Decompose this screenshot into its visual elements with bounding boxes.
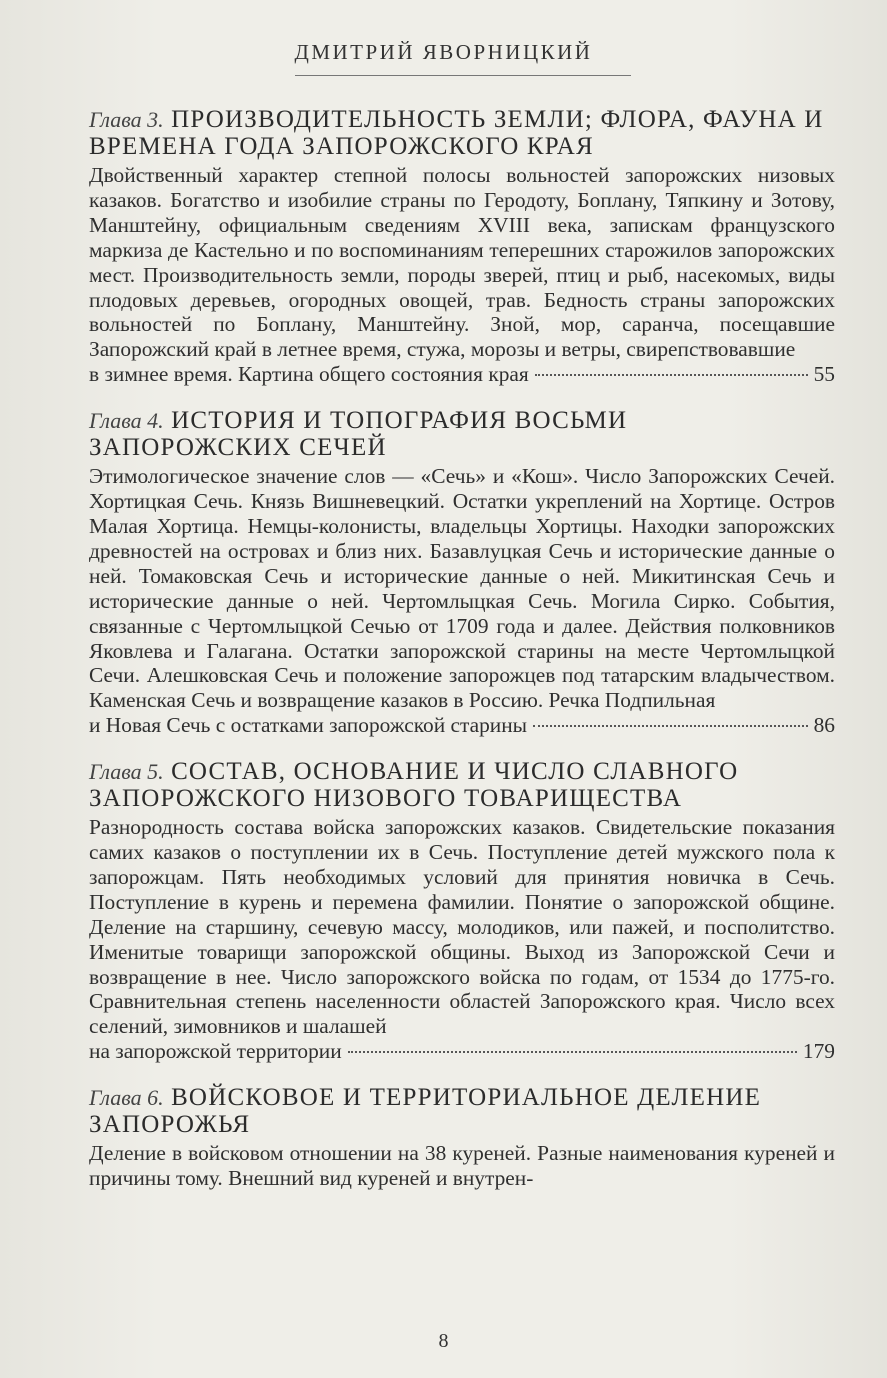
- chapter-summary-end: на запорожской территории: [89, 1039, 342, 1064]
- chapter-summary-end: в зимнее время. Картина общего состояния края: [89, 362, 529, 387]
- chapter-label: Глава 5.: [89, 759, 164, 785]
- chapter-summary: Этимологическое значение слов — «Сечь» и «Кош». Число Запорожских Сечей. Хортицкая Сечь. Князь Вишневецкий. Остатки укреплений на Хортице. Остров Малая Хортица. Немцы-колонисты, владельцы Хортицы. Находки запорожских древностей на островах и близ них. Базавлуцкая Сечь и исторические данные о ней. Томаковская Сечь и исторические данные о ней. Микитинская Сечь и исторические данные о ней. Чертомлыцкая Сечь. Могила Сирко. События, связанные с Чертомлыцкой Сечью от 1709 года и далее. Действия полковников Яковлева и Галагана. Остатки запорожской старины на месте Чертомлыцкой Сечи. Алешковская Сечь и положение запорожцев под татарским владычеством. Каменская Сечь и возвращение казаков в Россию. Речка Подпильная: [89, 464, 835, 713]
- chapter-summary: Двойственный характер степной полосы вольностей запорожских низовых казаков. Богатство и изобилие страны по Геродоту, Боплану, Тяпкину и Зотову, Манштейну, официальным сведениям XVIII века, запискам французского маркиза де Кастельно и по воспоминаниям теперешних старожилов запорожских мест. Производительность земли, породы зверей, птиц и рыб, насекомых, виды плодовых деревьев, огородных овощей, трав. Бедность страны запорожских вольностей по Боплану, Манштейну. Зной, мор, саранча, посещавшие Запорожский край в летнее время, стужа, морозы и ветры, свирепствовавшие: [89, 163, 835, 362]
- toc-entry-chapter-6: [89, 1084, 835, 1191]
- chapter-summary: Деление в войсковом отношении на 38 куреней. Разные наименования куреней и причины тому. Внешний вид куреней и внутрен-: [89, 1141, 835, 1191]
- chapter-label: Глава 4.: [89, 408, 164, 434]
- chapter-title: ПРОИЗВОДИТЕЛЬНОСТЬ ЗЕМЛИ; ФЛОРА, ФАУНА И ВРЕМЕНА ГОДА ЗАПОРОЖСКОГО КРАЯ: [89, 106, 824, 160]
- chapter-title: ИСТОРИЯ И ТОПОГРАФИЯ ВОСЬМИ ЗАПОРОЖСКИХ СЕЧЕЙ: [89, 407, 628, 462]
- chapter-leader-line: [89, 713, 835, 738]
- dot-leader: [535, 374, 808, 376]
- chapter-heading: [89, 106, 835, 160]
- page-folio: 8: [438, 1330, 449, 1352]
- chapter-title: СОСТАВ, ОСНОВАНИЕ И ЧИСЛО СЛАВНОГО ЗАПОРОЖСКОГО НИЗОВОГО ТОВАРИЩЕСТВА: [89, 758, 739, 813]
- running-head: ДМИТРИЙ ЯВОРНИЦКИЙ: [294, 40, 593, 64]
- table-of-contents: [89, 106, 835, 1211]
- chapter-summary: Разнородность состава войска запорожских казаков. Свидетельские показания самих казаков о поступлении их в Сечь. Поступление детей мужского пола к запорожцам. Пять необходимых условий для принятия новичка в Сечь. Поступление в курень и перемена фамилии. Понятие о запорожской общине. Деление на старшину, сечевую массу, молодиков, или пажей, и посполитство. Именитые товарищи запорожской общины. Выход из Запорожской Сечи и возвращение в нее. Число запорожского войска по годам, от 1534 до 1775-го. Сравнительная степень населенности областей Запорожского края. Число всех селений, зимовников и шалашей: [89, 815, 835, 1039]
- dot-leader: [348, 1051, 797, 1053]
- running-head-rule: [295, 75, 631, 76]
- chapter-summary-end: и Новая Сечь с остатками запорожской старины: [89, 713, 528, 738]
- chapter-heading: [89, 407, 835, 461]
- toc-entry-chapter-3: [89, 106, 835, 387]
- dot-leader: [533, 725, 808, 727]
- toc-entry-chapter-5: [89, 758, 835, 1064]
- page-number: 179: [802, 1039, 835, 1064]
- chapter-label: Глава 6.: [89, 1085, 164, 1111]
- chapter-leader-line: [89, 362, 835, 387]
- page-number: 55: [813, 362, 835, 387]
- chapter-heading: [89, 1084, 835, 1138]
- chapter-heading: [89, 758, 835, 812]
- toc-entry-chapter-4: [89, 407, 835, 738]
- chapter-leader-line: [89, 1039, 835, 1064]
- page-number: 86: [813, 713, 835, 738]
- chapter-title: ВОЙСКОВОЕ И ТЕРРИТОРИАЛЬНОЕ ДЕЛЕНИЕ ЗАПОРОЖЬЯ: [89, 1084, 762, 1139]
- chapter-label: Глава 3.: [89, 107, 164, 132]
